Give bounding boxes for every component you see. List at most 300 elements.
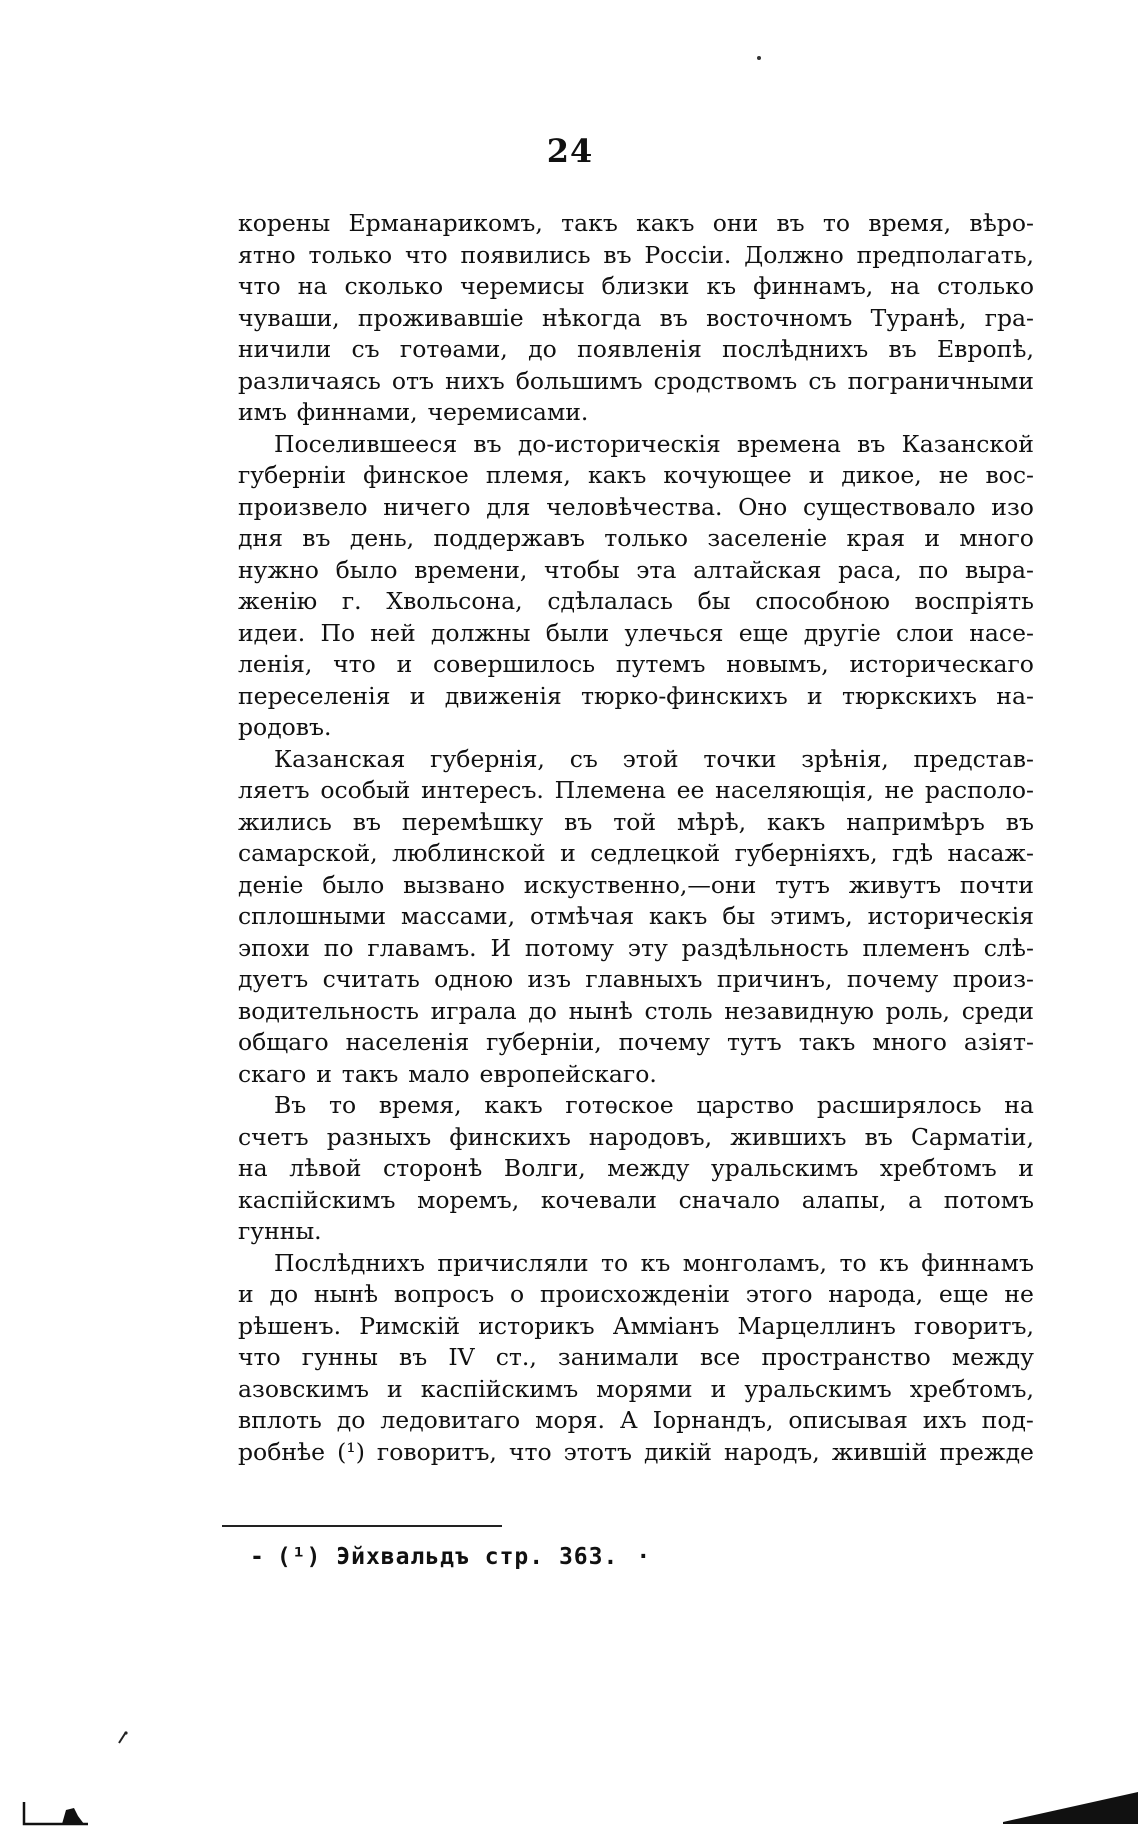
word: женiю [238,587,318,615]
word: Марцеллинъ [737,1311,896,1340]
word: нынѣ [568,996,633,1025]
word: все [700,1343,741,1371]
word: населяющiя, [715,776,874,804]
word: тюрко-финскихъ [581,681,788,710]
word: особый [320,776,411,804]
word: среди [961,996,1034,1025]
word: насаж- [947,839,1034,867]
word: Европѣ, [937,335,1034,363]
word: Казанская [274,744,406,773]
text-line [238,1437,1034,1469]
word: дня [238,524,283,552]
word: кочевали [540,1185,657,1214]
word: проживавшiе [357,303,524,332]
word: въ [857,429,886,458]
word: сплошными [238,902,387,930]
word: Оно [738,492,788,521]
word: въ [603,240,632,269]
word: ленiя, [238,650,313,678]
word: эта [636,555,677,584]
text-line [238,712,1034,744]
word: въ [1005,807,1034,836]
word: близки [601,272,690,300]
text-line [238,492,1034,524]
footnote-dot: · [636,1544,652,1570]
word: къ [640,1248,671,1277]
word: и [238,1280,254,1308]
word: алтайская [693,555,822,584]
word: корены [238,209,331,237]
word: дуетъ [238,965,309,993]
word: не [884,776,915,804]
word: готѳское [565,1091,674,1119]
word: народовъ, [588,1122,713,1151]
word: тутъ [775,870,830,899]
word: новымъ, [726,650,829,678]
word: путемъ [615,650,706,678]
word: дикое, [841,461,922,489]
word: на- [996,681,1034,710]
word: заселенiе [707,524,828,552]
word: то [839,1248,867,1277]
word: жившихъ [730,1122,847,1151]
word: вплоть [238,1406,322,1434]
word: г. [341,587,362,615]
word: поддержавъ [433,524,585,552]
text-line [238,618,1034,650]
word: въ [864,1122,893,1151]
word: играла [430,996,517,1025]
word: уральскимъ [744,1374,892,1403]
word: мало [408,1059,470,1088]
text-line [238,838,1034,870]
word: слои [896,618,954,647]
word: тюркскихъ [842,681,977,710]
text-line [238,1059,1034,1091]
word: населенiя [345,1028,470,1056]
word: къ [879,1248,909,1277]
word: что [238,272,281,300]
word: племя, [485,461,571,489]
word: гунны [301,1343,378,1371]
word: губернiи, [486,1028,602,1056]
word: раздѣльность [681,933,849,962]
word: европейскаго. [479,1059,657,1088]
word: въ [473,429,502,458]
word: занимали [557,1343,679,1371]
word: хребтомъ, [909,1374,1034,1403]
word: такъ [798,1028,856,1056]
word: времени, [414,555,528,584]
binding-artifact-left [22,1800,92,1826]
word: въ [564,807,593,836]
word: моря. [535,1406,605,1434]
word: алапы, [801,1185,887,1214]
word: ничили [238,335,332,363]
text-line [238,1122,1034,1154]
word: мѣрѣ, [676,807,747,836]
word: седлецкой [590,839,721,867]
word: Iорнандъ, [652,1406,774,1434]
word: сторонѣ [383,1154,483,1182]
word: какъ [636,209,695,237]
word: Сарматiи, [910,1122,1034,1151]
text-line [238,1374,1034,1406]
word: сдѣлалась [547,587,673,615]
text-line [238,429,1034,461]
word: и [710,1374,727,1403]
word: что [508,1437,552,1466]
word: идеи. [238,618,306,647]
word: а [908,1185,923,1214]
text-line [238,1216,1034,1248]
word: много [959,524,1034,552]
word: счетъ [238,1122,309,1151]
word: народа, [828,1280,924,1308]
text-line [238,933,1034,965]
word: выра- [964,555,1034,584]
word: финскихъ [449,1122,571,1151]
word: финнами, [296,398,418,426]
word: существовало [802,492,976,521]
word: въ [399,1343,428,1371]
word: каспiйскимъ [420,1374,579,1403]
word: улечься [624,618,724,647]
word: послѣднихъ [722,335,869,363]
text-line [238,649,1034,681]
binding-artifact-right [1003,1790,1138,1824]
word: главныхъ [585,965,703,993]
word: такъ [341,1059,399,1088]
word: имъ [238,398,287,426]
word: изо [991,492,1034,521]
word: губернiя, [430,744,545,773]
word: въ [302,524,331,552]
text-line [238,681,1034,713]
word: ятно [238,240,296,269]
word: ничего [383,492,471,521]
text-line [238,586,1034,618]
word: ней [370,618,416,647]
text-line [238,964,1034,996]
word: на [238,1154,268,1182]
word: скаго [238,1059,307,1088]
text-line [238,1027,1034,1059]
word: разныхъ [326,1122,432,1151]
text-line [238,366,1034,398]
word: и [387,1374,403,1403]
word: до [528,335,557,363]
word: незавидную [724,996,874,1025]
word: до [336,1406,366,1434]
word: водительность [238,996,419,1025]
word: монголамъ, [682,1248,827,1277]
word: ихъ [922,1406,967,1434]
word: насе- [969,618,1034,647]
word: массами, [401,902,516,930]
word: Римскiй [359,1311,461,1340]
word: Поселившееся [274,429,458,458]
text-line [238,397,1034,429]
word: этотъ [563,1437,632,1466]
word: вызвано [403,870,505,899]
word: не [938,461,969,489]
word: къ [706,272,737,300]
word: причисляли [437,1248,589,1277]
word: жились [238,807,332,836]
word: лѣвой [289,1154,362,1182]
word: о [510,1280,525,1308]
text-line [238,870,1034,902]
word: не [1004,1280,1034,1308]
word: азiят- [963,1028,1034,1056]
word: съ [808,366,837,395]
word: что [333,650,376,678]
word: располо- [924,776,1034,804]
word: слѣ- [983,933,1034,962]
word: Ерманарикомъ, [348,209,543,237]
word: перемѣшку [401,807,544,836]
word: описывая [788,1406,908,1434]
print-speck [757,56,761,60]
word: вос- [985,461,1034,489]
word: нужно [238,555,319,584]
footnote [250,1544,651,1570]
word: общаго [238,1028,329,1056]
word: въ [888,335,917,363]
word: много [872,1028,947,1056]
text-line [238,523,1034,555]
word: они [712,209,759,237]
footnote-divider [222,1525,502,1527]
word: интересъ. [421,776,544,804]
word: Послѣднихъ [274,1248,425,1277]
word: что [404,240,448,269]
word: столько [937,272,1034,300]
word: почему [846,965,939,993]
word: вѣро- [969,209,1034,237]
word: было [322,870,385,899]
word: появились [460,240,591,269]
word: прежде [939,1437,1034,1466]
word: человѣчества. [546,492,723,521]
word: бы [722,902,756,930]
word: времена [736,429,841,458]
word: должны [430,618,531,647]
word: искуственно,—они [523,870,757,899]
text-line [238,901,1034,933]
word: тутъ [726,1028,782,1056]
word: царство [696,1091,795,1119]
word: сколько [344,272,444,300]
word: этого [745,1280,813,1308]
word: сродствомъ [653,366,798,395]
text-line [238,303,1034,335]
word: и [396,650,413,678]
word: вопросъ [393,1280,495,1308]
word: переселенiя [238,681,391,710]
word: под- [981,1406,1034,1434]
word: и [924,524,941,552]
word: хребтомъ [879,1154,997,1182]
word: говоритъ, [376,1437,497,1466]
word: живутъ [848,870,942,899]
word: рѣшенъ. [238,1311,342,1340]
word: еще [738,618,789,647]
word: и [1018,1154,1034,1182]
word: историческiя [867,902,1034,930]
word: были [545,618,610,647]
word: роль, [885,996,950,1025]
text-line [238,1153,1034,1185]
word: предполагать, [856,240,1034,269]
word: отъ [391,366,435,395]
word: большимъ [515,366,643,395]
word: съ [569,744,598,773]
word: было [335,555,398,584]
word: робнѣе [238,1437,326,1466]
word: чуваши, [238,303,340,332]
word: гунны. [238,1217,322,1245]
word: изъ [527,965,571,993]
text-line [238,1311,1034,1343]
word: эпохи [238,933,310,962]
word: Туранѣ, [870,303,967,332]
word: потому [524,933,614,962]
word: жившiй [831,1437,928,1466]
word: потомъ [943,1185,1034,1214]
word: только [604,524,689,552]
word: день, [349,524,415,552]
word: способною [755,587,890,615]
word: По [320,618,356,647]
word: только [308,240,393,269]
word: произ- [952,965,1034,993]
word: этой [622,744,679,773]
body-text [238,208,1034,1468]
word: и [409,681,426,710]
word: до-историческiя [517,429,721,458]
text-line [238,775,1034,807]
word: племенъ [862,933,970,962]
word: пограничными [847,366,1034,395]
word: другiе [803,618,881,647]
word: между [951,1343,1034,1371]
word: до [269,1280,299,1308]
text-line [238,460,1034,492]
word: почему [618,1028,711,1056]
word: края [846,524,906,552]
page-number: 24 [546,132,594,170]
text-line [238,807,1034,839]
word: гдѣ [892,839,934,867]
word: столь [644,996,713,1025]
word: народъ, [723,1437,820,1466]
word: и [808,461,825,489]
word: въ [352,807,381,836]
word: между [607,1154,690,1182]
footnote-text: (¹) Эйхвальдъ стр. 363. [276,1544,619,1570]
word: нѣкогда [541,303,642,332]
word: чтобы [544,555,620,584]
word: по [323,933,354,962]
scan-mark [118,1730,128,1744]
text-line [238,240,1034,272]
word: морями [596,1374,693,1403]
word: люблинской [392,839,546,867]
word: какъ [484,1091,543,1119]
text-line [238,1090,1034,1122]
text-line [238,1342,1034,1374]
word: Казанской [901,429,1034,458]
word: такъ [561,209,618,237]
word: бы [697,587,731,615]
word: и [316,1059,332,1088]
word: Волги, [503,1154,586,1182]
word: И [490,933,511,962]
word: финское [363,461,469,489]
word: (¹) [337,1437,365,1466]
text-line [238,1248,1034,1280]
word: напримѣръ [846,807,985,836]
word: что [238,1343,281,1371]
word: Хвольсона, [386,587,523,615]
word: представ- [913,744,1034,773]
word: время, [378,1091,462,1119]
text-line [238,1279,1034,1311]
word: время, [868,209,952,237]
word: каспiйскимъ [238,1185,396,1214]
word: ст., [495,1343,537,1371]
word: историческаго [849,650,1034,678]
text-line [238,555,1034,587]
word: азовскимъ [238,1374,369,1403]
word: какъ [649,902,708,930]
footnote-dash: - [250,1544,265,1570]
word: Должно [744,240,844,269]
word: и [807,681,823,710]
word: той [613,807,657,836]
text-line [238,1405,1034,1437]
word: воспрiять [914,587,1034,615]
word: ляетъ [238,776,310,804]
text-line [238,1185,1034,1217]
word: еще [938,1280,989,1308]
word: черемисами. [427,398,589,426]
word: какъ [587,461,647,489]
word: Аммiанъ [612,1311,720,1340]
word: происхожденiи [540,1280,730,1308]
word: на [297,272,328,300]
text-line [238,996,1034,1028]
text-line [238,334,1034,366]
word: пространство [761,1343,931,1371]
word: считать [322,965,420,993]
word: финнамъ [921,1248,1034,1277]
word: раса, [838,555,902,584]
word: движенiя [444,681,562,710]
word: для [486,492,531,521]
word: ее [676,776,705,804]
word: эту [627,933,668,962]
word: кочующее [663,461,792,489]
word: готѳами, [399,335,508,363]
word: финнамъ, [753,272,874,300]
word: восточномъ [706,303,853,332]
text-line [238,744,1034,776]
word: съ [351,335,380,363]
word: сначало [678,1185,781,1214]
